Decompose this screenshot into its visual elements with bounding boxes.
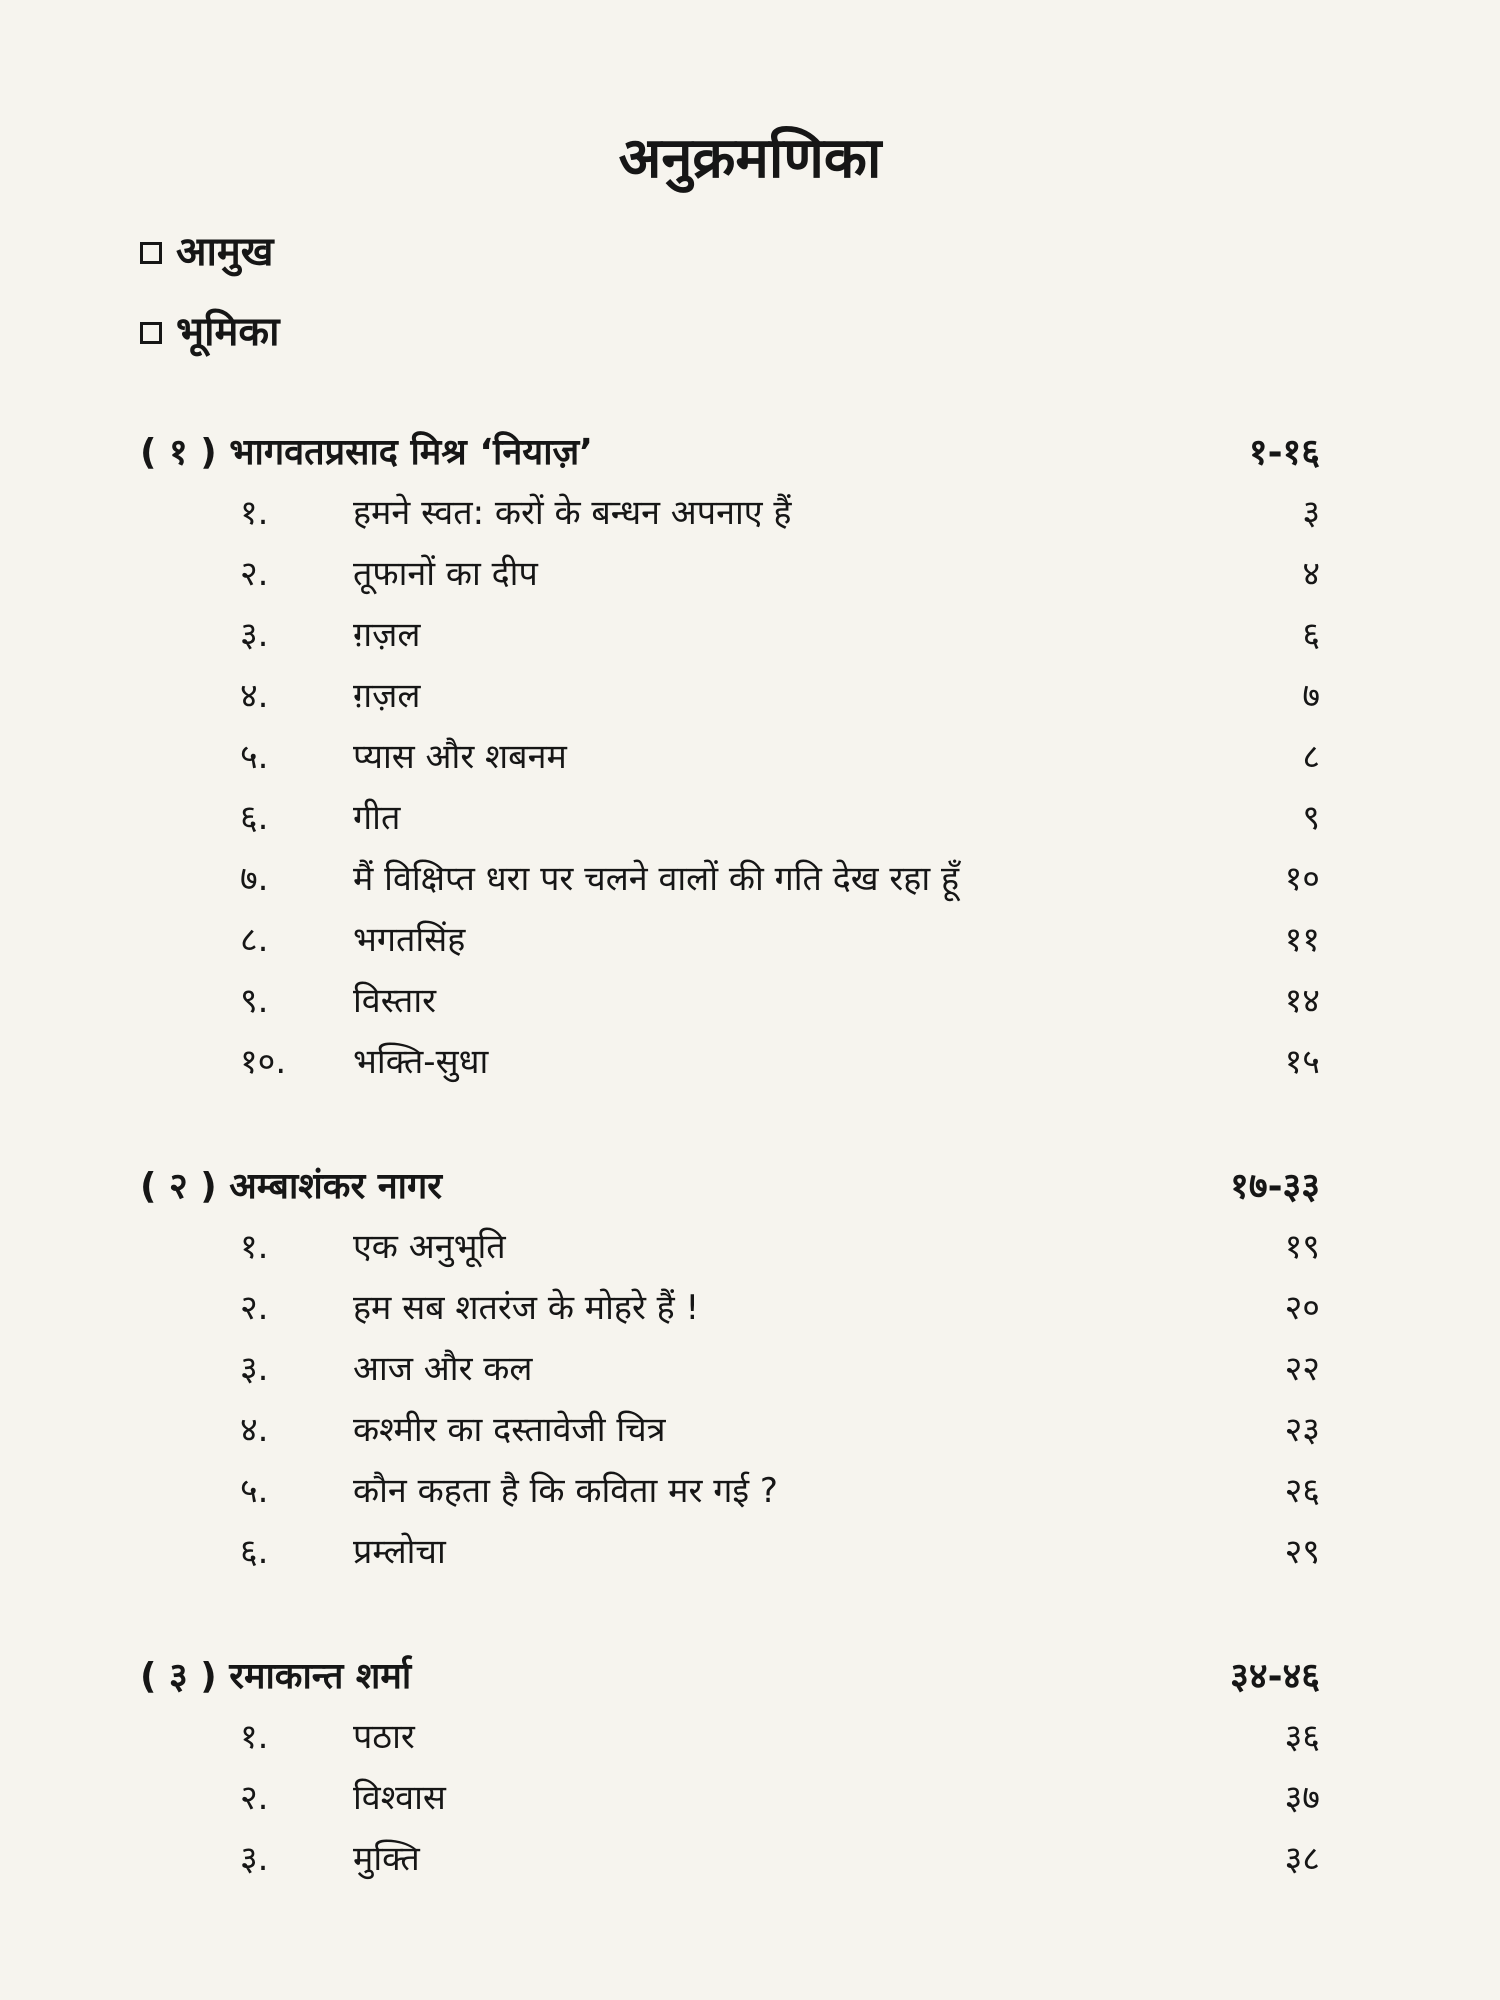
entry-page: ४ <box>1302 554 1320 594</box>
toc-entry <box>140 1773 1320 1829</box>
entry-title: प्यास और शबनम <box>353 737 567 777</box>
entry-number: ४. <box>240 1410 269 1450</box>
toc-entry <box>140 549 1320 605</box>
entry-title: कौन कहता है कि कविता मर गई ? <box>353 1471 778 1511</box>
entry-title: गीत <box>353 798 401 838</box>
front-matter-label: भूमिका <box>176 309 280 355</box>
section-author: ( १ ) भागवतप्रसाद मिश्र ‘नियाज़’ <box>140 432 593 473</box>
entry-page: ९ <box>1302 798 1320 838</box>
entry-number: ६. <box>240 1532 269 1572</box>
entry-number: ४. <box>240 676 269 716</box>
section-author: ( २ ) अम्बाशंकर नागर <box>140 1166 442 1207</box>
entry-number: ९. <box>240 981 269 1021</box>
toc-entry <box>140 1405 1320 1461</box>
entry-number: १. <box>240 493 269 533</box>
entry-number: ३. <box>240 1839 269 1879</box>
entry-page: ६ <box>1302 615 1320 655</box>
checkbox-square-icon <box>140 242 162 264</box>
entry-page: ७ <box>1302 676 1320 716</box>
toc-entry <box>140 671 1320 727</box>
toc-entry <box>140 1222 1320 1278</box>
entry-page: १० <box>1284 859 1320 899</box>
toc-entry <box>140 1712 1320 1768</box>
front-matter-label: आमुख <box>176 229 274 275</box>
entry-page: १४ <box>1284 981 1320 1021</box>
entry-page: २३ <box>1284 1410 1320 1450</box>
toc-entry <box>140 976 1320 1032</box>
entry-title: एक अनुभूति <box>353 1227 506 1267</box>
entry-title: तूफानों का दीप <box>353 554 538 594</box>
section-heading <box>140 426 1320 480</box>
toc-entry <box>140 854 1320 910</box>
toc-entry <box>140 1283 1320 1339</box>
section-page-range: १७-३३ <box>1230 1166 1320 1207</box>
entry-page: ११ <box>1284 920 1320 960</box>
toc-entry <box>140 1037 1320 1093</box>
entry-number: १०. <box>240 1042 287 1082</box>
entry-number: २. <box>240 1778 269 1818</box>
entry-number: २. <box>240 554 269 594</box>
entry-number: १. <box>240 1227 269 1267</box>
entry-number: ३. <box>240 615 269 655</box>
toc-entry <box>140 732 1320 788</box>
front-matter-item-introduction <box>140 302 279 357</box>
entry-title: विश्वास <box>353 1778 446 1818</box>
entry-number: ६. <box>240 798 269 838</box>
front-matter-item-preface <box>140 222 274 277</box>
entry-number: १. <box>240 1717 269 1757</box>
entry-page: २२ <box>1284 1349 1320 1389</box>
entry-page: ३८ <box>1284 1839 1320 1879</box>
entry-title: भगतसिंह <box>353 920 466 960</box>
entry-title: मैं विक्षिप्त धरा पर चलने वालों की गति देख रहा हूँ <box>353 859 960 899</box>
toc-entry <box>140 1527 1320 1583</box>
entry-title: मुक्ति <box>353 1839 420 1879</box>
toc-entry <box>140 1344 1320 1400</box>
entry-number: ७. <box>240 859 269 899</box>
entry-title: भक्ति-सुधा <box>353 1042 489 1082</box>
checkbox-square-icon <box>140 322 162 344</box>
page-title: अनुक्रमणिका <box>618 126 882 191</box>
toc-entry <box>140 610 1320 666</box>
entry-number: ५. <box>240 1471 269 1511</box>
section-page-range: ३४-४६ <box>1230 1656 1320 1697</box>
section-author: ( ३ ) रमाकान्त शर्मा <box>140 1656 412 1697</box>
section-page-range: १-१६ <box>1248 432 1320 473</box>
entry-page: १५ <box>1284 1042 1320 1082</box>
entry-number: ८. <box>240 920 269 960</box>
section-heading <box>140 1650 1320 1704</box>
entry-page: ३६ <box>1284 1717 1320 1757</box>
toc-entry <box>140 488 1320 544</box>
section-heading <box>140 1160 1320 1214</box>
toc-entry <box>140 1466 1320 1522</box>
entry-number: ३. <box>240 1349 269 1389</box>
entry-title: हम सब शतरंज के मोहरे हैं ! <box>353 1288 700 1328</box>
entry-title: आज और कल <box>353 1349 533 1389</box>
entry-title: प्रम्लोचा <box>353 1532 446 1572</box>
entry-page: २० <box>1284 1288 1320 1328</box>
entry-title: हमने स्वत: करों के बन्धन अपनाए हैं <box>353 493 792 533</box>
entry-title: ग़ज़ल <box>353 615 421 655</box>
entry-title: विस्तार <box>353 981 437 1021</box>
entry-page: २६ <box>1284 1471 1320 1511</box>
entry-title: कश्मीर का दस्तावेजी चित्र <box>353 1410 666 1450</box>
entry-number: २. <box>240 1288 269 1328</box>
toc-entry <box>140 915 1320 971</box>
toc-entry <box>140 1834 1320 1890</box>
entry-title: ग़ज़ल <box>353 676 421 716</box>
toc-entry <box>140 793 1320 849</box>
entry-number: ५. <box>240 737 269 777</box>
entry-page: ३ <box>1302 493 1320 533</box>
entry-title: पठार <box>353 1717 415 1757</box>
entry-page: ८ <box>1302 737 1320 777</box>
entry-page: ३७ <box>1284 1778 1320 1818</box>
entry-page: १९ <box>1284 1227 1320 1267</box>
entry-page: २९ <box>1284 1532 1320 1572</box>
